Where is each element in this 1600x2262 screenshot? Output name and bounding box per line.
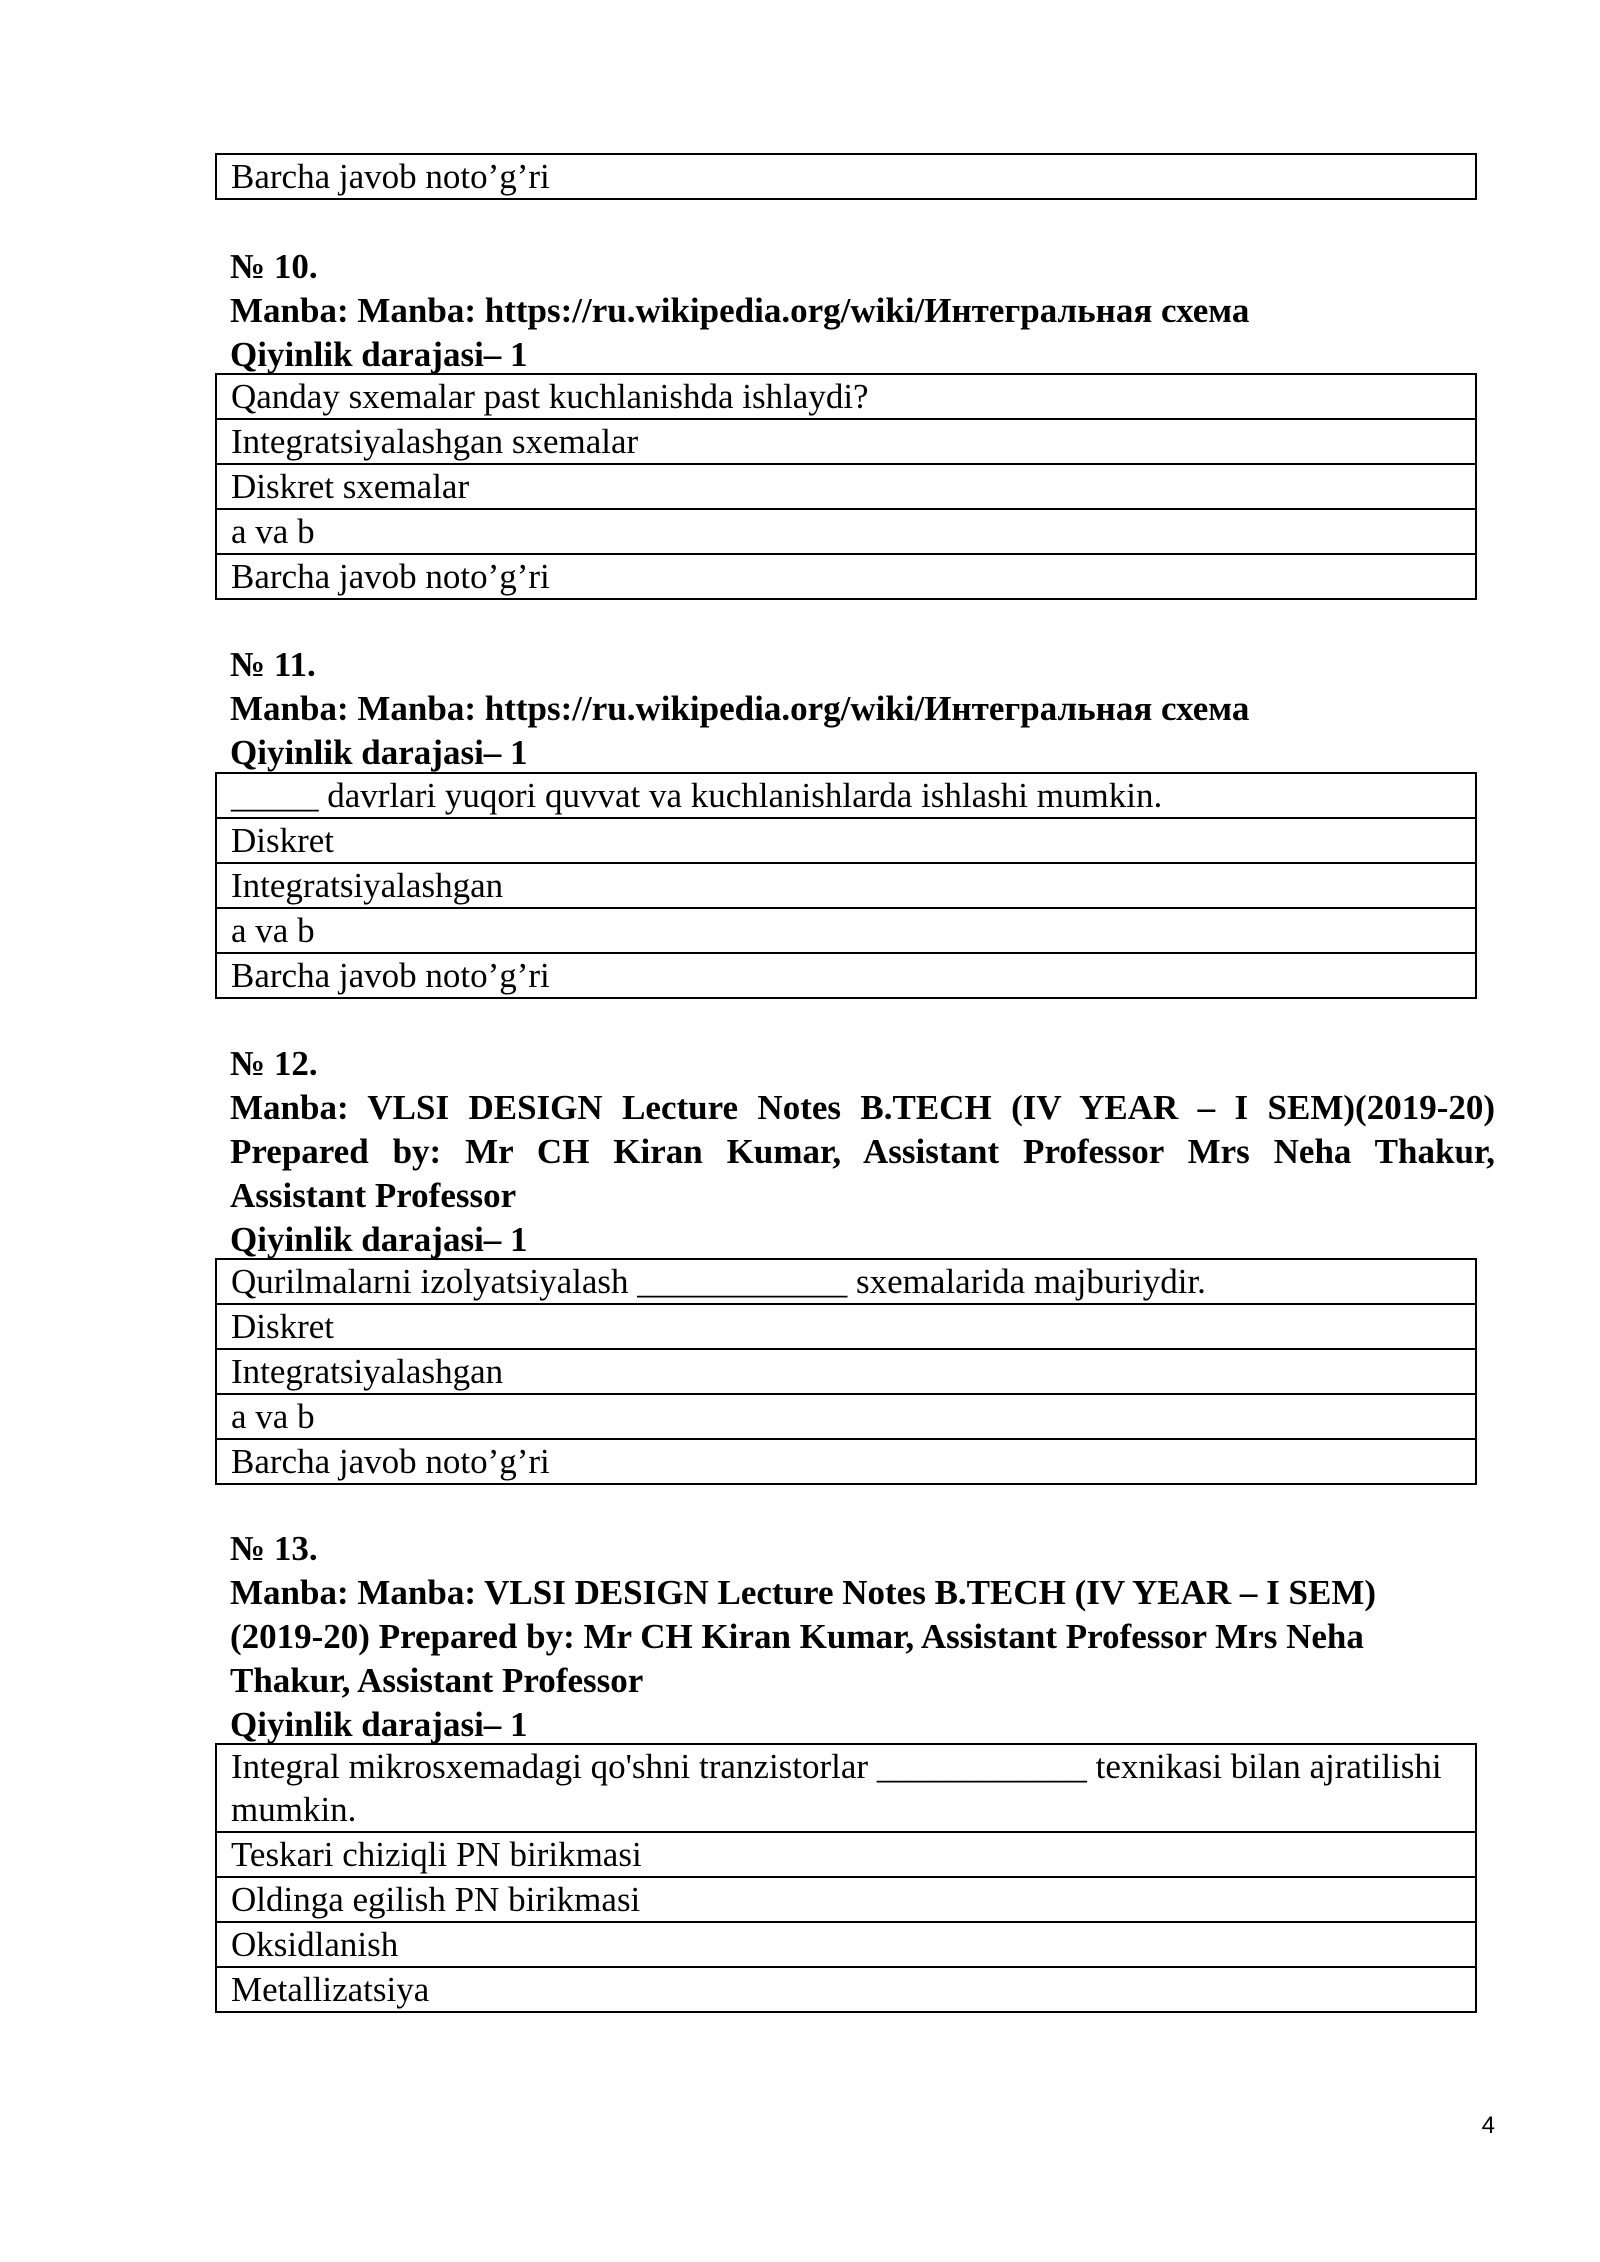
question-source: Assistant Professor [230,1176,517,1215]
question-number: № 12. [230,1044,318,1083]
answer-option: Diskret [217,817,1475,862]
question-header [230,245,1495,377]
answer-option: Barcha javob noto’g’ri [217,1438,1475,1483]
answer-option: Integratsiyalashgan [217,862,1475,907]
question-table [215,772,1477,999]
answer-option: Diskret [217,1303,1475,1348]
question-text: _____ davrlari yuqori quvvat va kuchlanishlarda ishlashi mumkin. [231,776,1163,815]
question-source: (2019-20) Prepared by: Mr CH Kiran Kumar, Assistant Professor Mrs Neha [230,1617,1364,1656]
answer-option: Metallizatsiya [217,1966,1475,2011]
question-number: № 10. [230,247,318,286]
answer-option: Diskret sxemalar [217,463,1475,508]
question-header [230,643,1495,775]
question-text: Integral mikrosxemadagi qo'shni tranzistorlar ____________ texnikasi bilan ajratilishi mumkin. [231,1747,1442,1829]
question-table [215,373,1477,600]
question-header [230,1042,1495,1262]
question-difficulty: Qiyinlik darajasi– 1 [230,335,528,374]
question-number: № 11. [230,645,316,684]
question-source: Manba: VLSI DESIGN Lecture Notes B.TECH (IV YEAR – I SEM)(2019-20) [230,1088,1495,1127]
answer-option: Barcha javob noto’g’ri [231,157,550,196]
answer-option: Integratsiyalashgan [217,1348,1475,1393]
question-text: Qurilmalarni izolyatsiyalash ____________ sxemalarida majburiydir. [231,1262,1206,1301]
answer-option: Integratsiyalashgan sxemalar [217,418,1475,463]
answer-option: Barcha javob noto’g’ri [217,553,1475,598]
answer-option: a va b [217,508,1475,553]
question-table [215,1743,1477,2013]
question-difficulty: Qiyinlik darajasi– 1 [230,733,528,772]
answer-option: Oldinga egilish PN birikmasi [217,1876,1475,1921]
answer-option: a va b [217,1393,1475,1438]
question-difficulty: Qiyinlik darajasi– 1 [230,1705,528,1744]
answer-option: Barcha javob noto’g’ri [217,952,1475,997]
question-source: Manba: Manba: https://ru.wikipedia.org/wiki/Интегральная схема [230,689,1250,728]
question-text: Qanday sxemalar past kuchlanishda ishlaydi? [231,377,869,416]
question-number: № 13. [230,1529,318,1568]
answer-option: Oksidlanish [217,1921,1475,1966]
question-header [230,1527,1495,1747]
page-number: 4 [1481,2112,1495,2139]
question-table [215,1258,1477,1485]
question-source: Manba: Manba: VLSI DESIGN Lecture Notes B.TECH (IV YEAR – I SEM) [230,1573,1377,1612]
question-source: Thakur, Assistant Professor [230,1661,644,1700]
answer-option: Teskari chiziqli PN birikmasi [217,1831,1475,1876]
question-difficulty: Qiyinlik darajasi– 1 [230,1220,528,1259]
answer-option: a va b [217,907,1475,952]
answer-table-fragment [215,153,1477,200]
question-source: Prepared by: Mr CH Kiran Kumar, Assistant Professor Mrs Neha Thakur, [230,1132,1495,1171]
question-source: Manba: Manba: https://ru.wikipedia.org/wiki/Интегральная схема [230,291,1250,330]
